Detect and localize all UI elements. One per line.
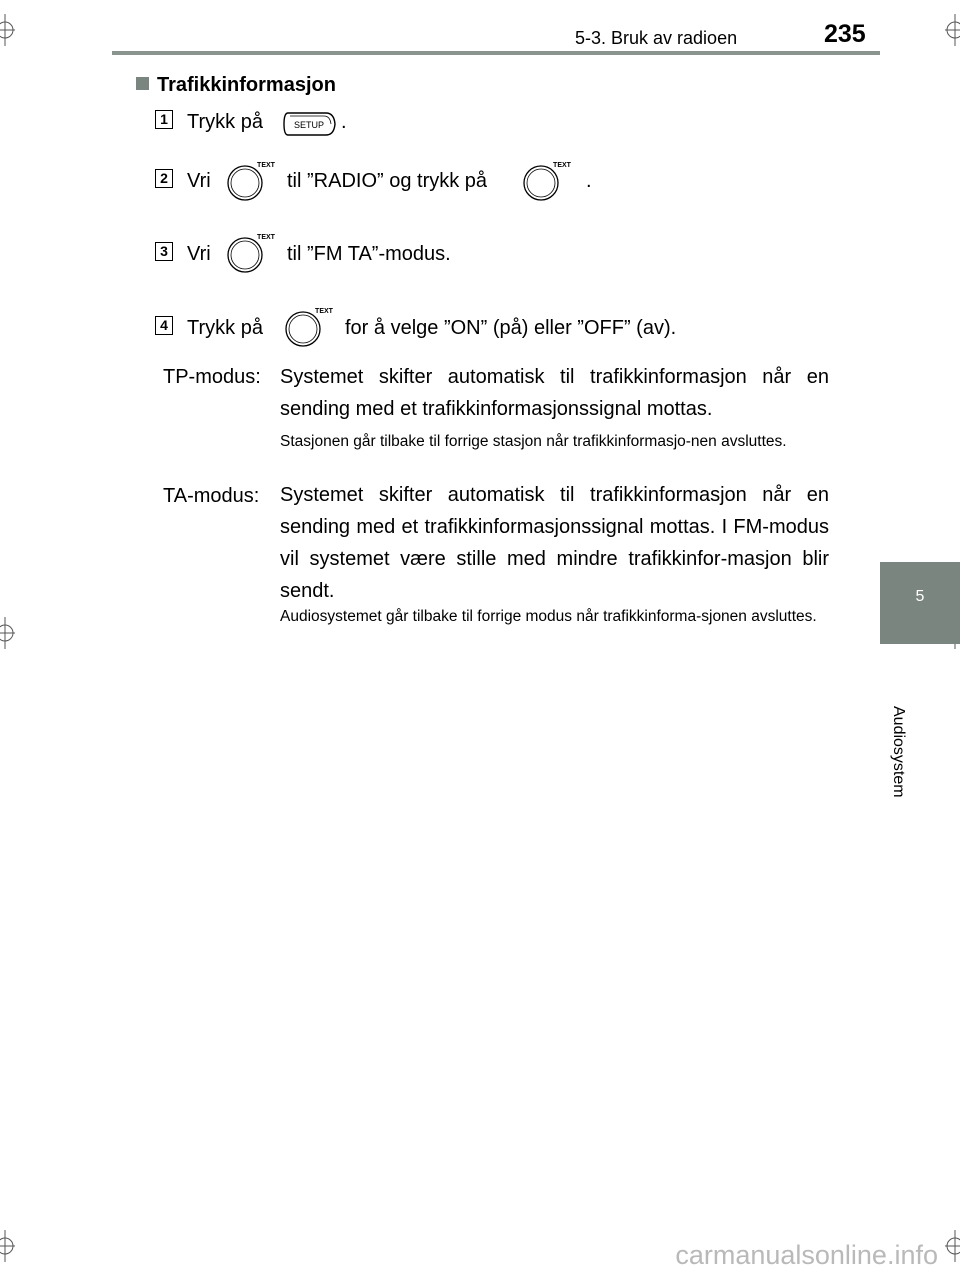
section-heading	[136, 74, 336, 97]
header-rule	[112, 51, 880, 55]
ta-mode-note: Audiosystemet går tilbake til forrige modus når trafikkinforma-sjonen avsluttes.	[280, 608, 817, 625]
ta-mode-text: Systemet skifter automatisk til trafikkinformasjon når en sending med et trafikkinformasjonssignal mottas. I FM-modus vil systemet være stille med mindre trafikkinfor-masjon blir sendt.	[280, 484, 829, 602]
knob-label: TEXT	[257, 234, 275, 241]
knob-label: TEXT	[257, 162, 275, 169]
step-number-1: 1	[155, 110, 173, 129]
setup-button-icon	[282, 111, 338, 137]
step-number-2: 2	[155, 169, 173, 188]
chapter-title: Audiosystem	[890, 706, 907, 798]
page-number: 235	[824, 20, 866, 48]
tp-mode-note: Stasjonen går tilbake til forrige stasjon når trafikkinformasjo-nen avsluttes.	[280, 433, 787, 450]
setup-button-label: SETUP	[293, 120, 325, 130]
text-knob-icon	[522, 160, 574, 204]
tp-mode-label: TP-modus:	[163, 366, 261, 388]
step-2-text-b: til ”RADIO” og trykk på	[287, 170, 488, 192]
step-2-text-c: .	[586, 170, 592, 192]
ta-mode-label: TA-modus:	[163, 485, 260, 507]
text-knob-icon	[284, 306, 336, 350]
step-3-text-a: Vri	[187, 243, 211, 265]
step-number-3: 3	[155, 242, 173, 261]
step-2-text-a: Vri	[187, 170, 211, 192]
chapter-number: 5	[915, 588, 925, 605]
knob-label: TEXT	[315, 308, 333, 315]
step-4-text-b: for å velge ”ON” (på) eller ”OFF” (av).	[345, 317, 677, 339]
step-3-text-b: til ”FM TA”-modus.	[287, 243, 451, 265]
text-knob-icon	[226, 160, 278, 204]
text-knob-icon	[226, 232, 278, 276]
heading-square-icon	[136, 77, 149, 90]
tp-mode-text: Systemet skifter automatisk til trafikkinformasjon når en sending med et trafikkinformasjonssignal mottas.	[280, 366, 829, 420]
section-title: 5-3. Bruk av radioen	[575, 28, 738, 48]
step-number-4: 4	[155, 316, 173, 335]
watermark: carmanualsonline.info	[675, 1240, 938, 1270]
step-4-text-a: Trykk på	[187, 317, 263, 339]
step-1-text-a: Trykk på	[187, 111, 263, 133]
knob-label: TEXT	[553, 162, 571, 169]
heading-text: Trafikkinformasjon	[157, 74, 336, 96]
step-1-text-b: .	[341, 111, 347, 133]
